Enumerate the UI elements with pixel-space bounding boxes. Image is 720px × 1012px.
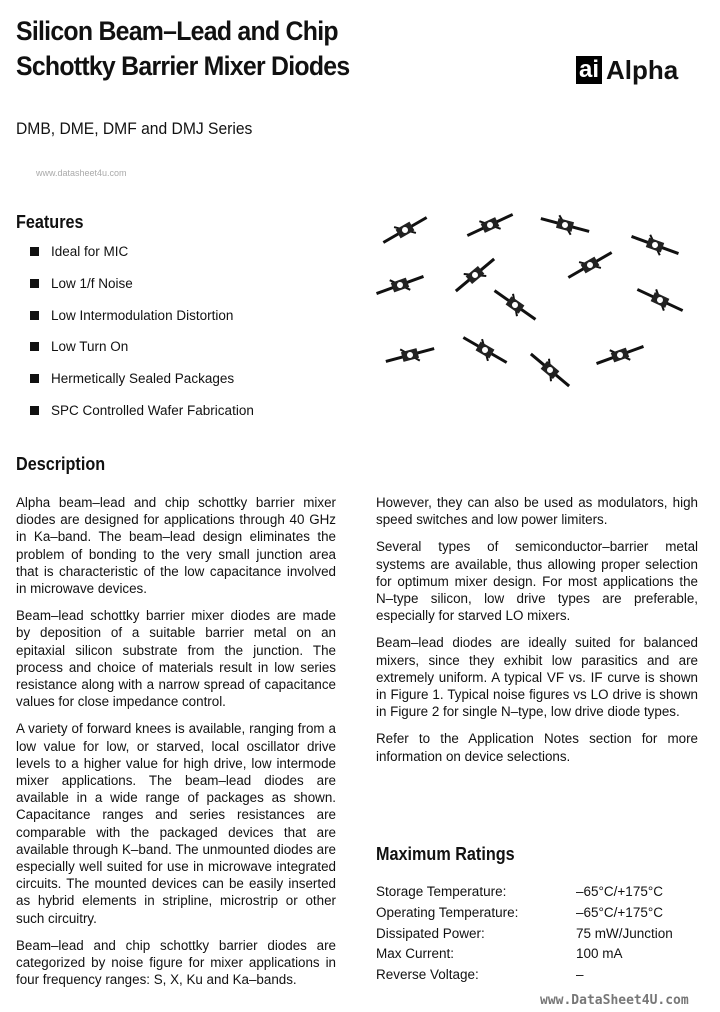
feature-text: Low Turn On xyxy=(51,339,129,355)
watermark-bottom[interactable]: www.DataSheet4U.com xyxy=(540,993,689,1008)
rating-value: 75 mW/Junction xyxy=(576,925,673,941)
rating-value: –65°C/+175°C xyxy=(576,884,663,899)
bullet-icon xyxy=(30,406,39,415)
diode-icon xyxy=(459,331,510,370)
rating-label: Dissipated Power: xyxy=(376,925,485,941)
rating-value: 100 mA xyxy=(576,946,623,962)
rating-row xyxy=(376,926,673,947)
feature-text: Hermetically Sealed Packages xyxy=(51,371,235,387)
diode-icon xyxy=(634,282,686,318)
features-heading: Features xyxy=(16,212,84,232)
feature-text: Ideal for MIC xyxy=(51,244,129,259)
features-list xyxy=(30,244,254,435)
diode-icon xyxy=(374,269,426,301)
bullet-icon xyxy=(30,247,39,256)
rating-label: Operating Temperature: xyxy=(376,904,519,920)
description-left-column xyxy=(16,494,336,998)
logo-name: Alpha xyxy=(606,54,679,85)
rating-value: –65°C/+175°C xyxy=(576,904,663,920)
rating-label: Storage Temperature: xyxy=(376,884,507,899)
description-heading: Description xyxy=(16,454,106,474)
rating-value: – xyxy=(576,967,584,983)
diode-icon xyxy=(629,229,681,261)
page-title: Silicon Beam–Lead and Chip Schottky Barrier Mixer Diodes xyxy=(16,16,350,81)
description-paragraph: However, they can also be used as modulators, high speed switches and low power limiters. xyxy=(376,495,698,528)
diode-icon xyxy=(379,211,430,250)
logo-mark: ai xyxy=(576,56,602,84)
diode-icon xyxy=(539,211,591,239)
description-paragraph: Alpha beam–lead and chip schottky barrier mixer diodes are designed for applications through 40 GHz in Ka–band. The beam–lead design eliminates the problem of bonding to the very small junction area that is characteristic of the low capacitance involved in microwave devices. xyxy=(16,495,336,597)
description-paragraph: Refer to the Application Notes section for more information on device selections. xyxy=(376,731,698,764)
description-paragraph: Beam–lead diodes are ideally suited for balanced mixers, since they exhibit low parasitics and are extremely uniform. A typical VF vs. IF curve is shown in Figure 1. Typical noise figures vs LO drive is shown in Figure 2 for single N–type, low drive diode types. xyxy=(376,635,698,720)
feature-text: SPC Controlled Wafer Fabrication xyxy=(51,402,254,418)
series-subtitle: DMB, DME, DMF and DMJ Series xyxy=(16,119,253,138)
rating-row xyxy=(376,967,673,988)
feature-item xyxy=(30,276,254,308)
bullet-icon xyxy=(30,374,39,383)
watermark-link[interactable]: www.datasheet4u.com xyxy=(36,168,127,178)
ratings-table xyxy=(376,884,673,988)
bullet-icon xyxy=(30,311,39,320)
diode-icon xyxy=(594,339,646,371)
ratings-heading: Maximum Ratings xyxy=(376,844,515,864)
diode-icon xyxy=(464,207,516,243)
description-right-column xyxy=(376,494,698,775)
feature-text: Low Intermodulation Distortion xyxy=(51,307,234,323)
description-paragraph: Several types of semiconductor–barrier metal systems are available, thus allowing proper selection for optimum mixer design. For most applications the N–type silicon, low drive types are preferable, especially for starved LO mixers. xyxy=(376,539,698,624)
description-paragraph: Beam–lead and chip schottky barrier diodes are categorized by noise figure for mixer applications in four frequency ranges: S, X, Ku and Ka–bands. xyxy=(16,937,336,988)
feature-item xyxy=(30,339,254,371)
bullet-icon xyxy=(30,342,39,351)
description-paragraph: Beam–lead schottky barrier mixer diodes are made by deposition of a suitable barrier metal on an epitaxial silicon substrate from the junction. The process and choice of materials result in low series resistance along with a narrow spread of capacitance values for close impedance control. xyxy=(16,608,336,710)
feature-item xyxy=(30,308,254,340)
alpha-logo xyxy=(576,52,720,88)
diode-icon xyxy=(564,246,615,285)
feature-item xyxy=(30,371,254,403)
rating-row xyxy=(376,905,673,926)
feature-item xyxy=(30,244,254,276)
diode-icon xyxy=(526,348,575,392)
diode-packages-image xyxy=(370,205,700,395)
rating-label: Max Current: xyxy=(376,946,455,962)
description-paragraph: A variety of forward knees is available, ranging from a low value for low, or starved, local oscillator drive levels to a higher value for high drive, low intermode mixer applications. The beam–lead diodes are available in a wide range of packages as shown. Capacitance ranges and series resistances are comparable with the packaged devices that are available through K–band. The unmounted diodes are especially well suited for use in microwave integrated circuits. The mounted devices can be easily inserted as hybrid elements in stripline, microstrip or other such circuitry. xyxy=(16,721,336,926)
bullet-icon xyxy=(30,279,39,288)
diode-icon xyxy=(384,341,436,369)
rating-row xyxy=(376,884,673,905)
rating-row xyxy=(376,946,673,967)
diode-icon xyxy=(451,253,500,297)
feature-item xyxy=(30,403,254,435)
feature-text: Low 1/f Noise xyxy=(51,275,133,291)
diode-icon xyxy=(490,284,540,326)
rating-label: Reverse Voltage: xyxy=(376,967,479,983)
